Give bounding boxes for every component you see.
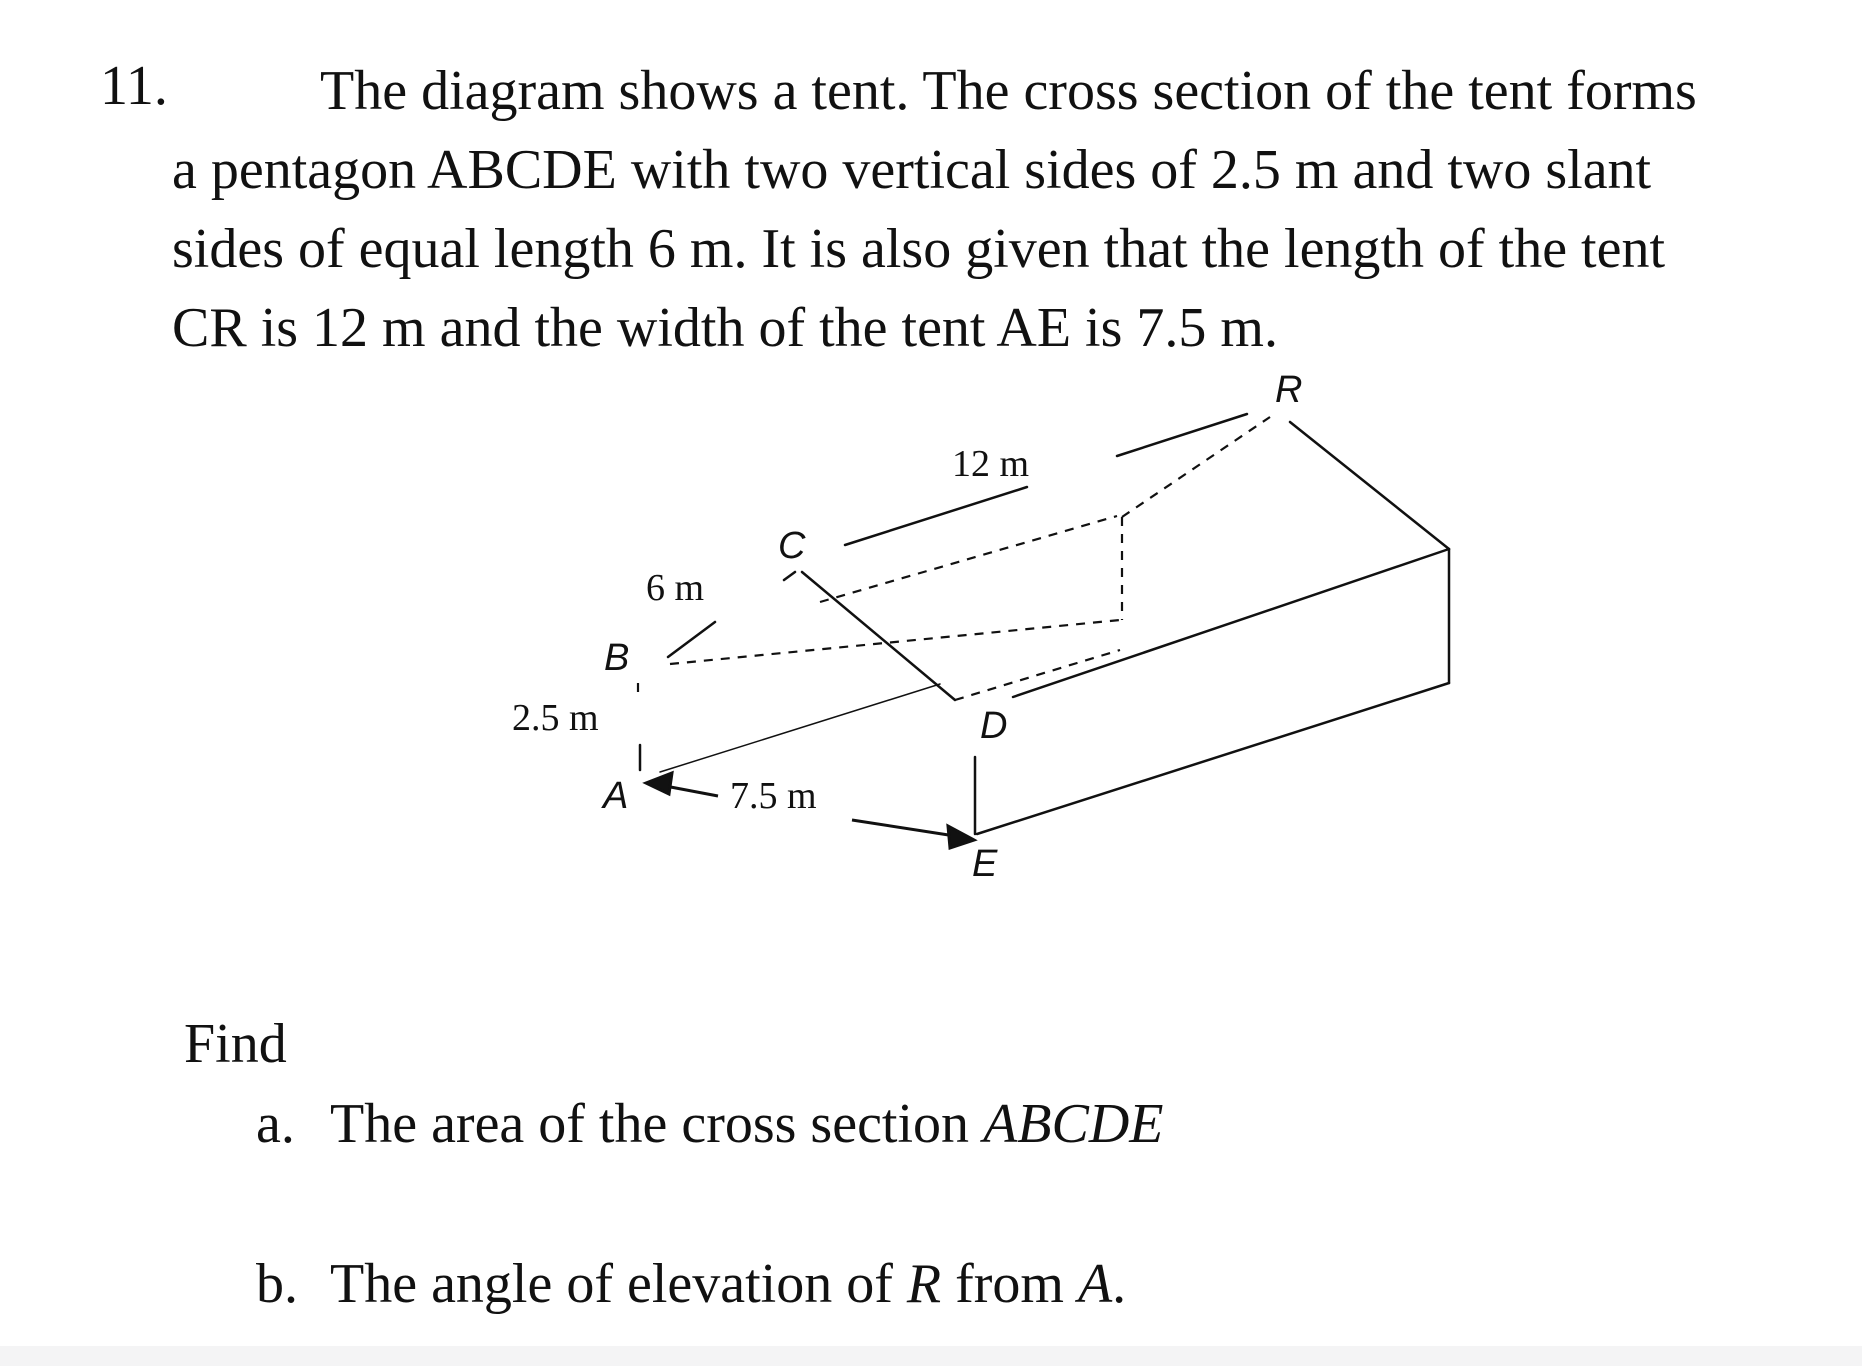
edge-r-top-right	[1290, 422, 1449, 549]
hidden-d-back	[955, 650, 1120, 700]
question-line-1: The diagram shows a tent. The cross section of the tent forms	[320, 60, 1697, 122]
label-slant: 6 m	[646, 567, 705, 609]
label-c: C	[778, 525, 806, 567]
part-a-emph: ABCDE	[983, 1093, 1164, 1155]
label-vertical: 2.5 m	[512, 697, 599, 739]
arrowhead-e	[948, 826, 974, 848]
part-b-letter: b.	[256, 1253, 298, 1315]
arrowhead-a	[646, 773, 672, 794]
width-arrow-right	[852, 820, 955, 836]
label-d: D	[980, 705, 1008, 747]
edge-ridge-back	[1117, 414, 1247, 456]
edge-c-stub	[784, 572, 795, 580]
part-a-text: The area of the cross section	[330, 1093, 984, 1155]
part-b-emph: R	[906, 1253, 942, 1315]
part-b-mid: from	[941, 1253, 1078, 1315]
part-b	[256, 1250, 1126, 1318]
question-line-2: a pentagon ABCDE with two vertical sides of 2.5 m and two slant	[172, 139, 1652, 201]
part-a-letter: a.	[256, 1093, 295, 1155]
part-a	[256, 1090, 1163, 1158]
part-b-tail: .	[1112, 1253, 1127, 1315]
question-line-3: sides of equal length 6 m. It is also given that the length of the tent	[172, 218, 1666, 280]
edge-c-d	[802, 572, 955, 700]
hidden-b-back	[670, 620, 1120, 664]
find-heading: Find	[184, 1013, 287, 1075]
label-b: B	[604, 637, 630, 679]
part-b-emph2: A	[1077, 1253, 1113, 1315]
question-number: 11.	[100, 55, 168, 117]
label-a: A	[603, 775, 629, 817]
question-line-4: CR is 12 m and the width of the tent AE is 7.5 m.	[172, 297, 1278, 359]
bottom-strip	[0, 1346, 1862, 1366]
edge-a-floor	[660, 684, 940, 772]
label-e: E	[972, 843, 998, 885]
edge-ridge-front	[845, 487, 1027, 545]
part-b-text: The angle of elevation of	[330, 1253, 907, 1315]
label-width: 7.5 m	[730, 775, 817, 817]
edge-b-c-lower	[668, 622, 715, 657]
hidden-c-back	[820, 516, 1117, 602]
label-r: R	[1275, 369, 1303, 411]
label-length: 12 m	[952, 443, 1030, 485]
hidden-back-slant	[1122, 417, 1270, 517]
edge-e-bottom-right	[977, 683, 1449, 834]
